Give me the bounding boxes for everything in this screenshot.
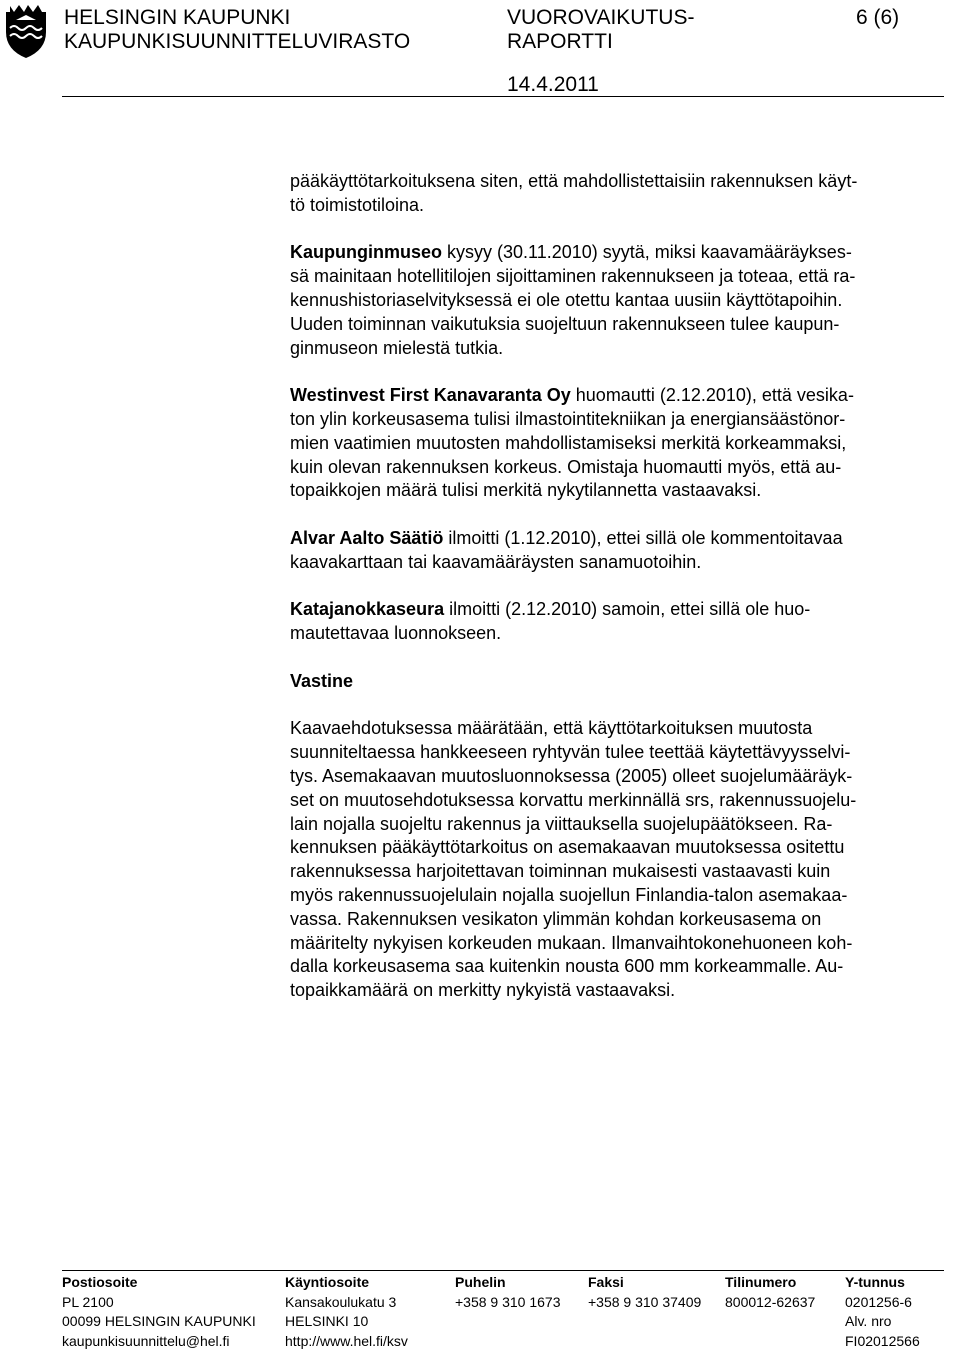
section-heading: Vastine <box>290 670 930 694</box>
page-number: 6 (6) <box>856 6 899 30</box>
helsinki-crest-logo <box>2 2 50 60</box>
header-organization <box>64 6 410 54</box>
footer-fax: Faksi +358 9 310 37409 <box>588 1273 701 1312</box>
commenter-name: Kaupunginmuseo <box>290 242 442 262</box>
header-divider <box>62 96 944 97</box>
footer-postal-address: Postiosoite PL 2100 00099 HELSINGIN KAUPUNKI kaupunkisuunnittelu@hel.fi <box>62 1273 256 1351</box>
doc-type-line2: RAPORTTI <box>507 30 694 54</box>
header-document-type <box>507 6 694 54</box>
footer-account-number: Tilinumero 800012-62637 <box>725 1273 815 1312</box>
paragraph-city-museum: Kaupunginmuseo kysyy (30.11.2010) syytä, miksi kaavamääräykses- sä mainitaan hotellitilojen sijoittaminen rakennukseen ja toteaa, että ra- kennushistoriaselvityksessä ei ole otettu kantaa uusiin käyttötapoihin. Uuden toiminnan vaikutuksia suojeltuun rakennukseen tulee kaupun- ginmuseon mielestä tutkia. <box>290 241 930 360</box>
footer-email: kaupunkisuunnittelu@hel.fi <box>62 1332 256 1351</box>
document-body <box>290 170 930 1003</box>
paragraph-westinvest: Westinvest First Kanavaranta Oy huomautti (2.12.2010), että vesika- ton ylin korkeusasema tulisi ilmastointitekniikan ja energiansäästönor- mien vaatimien muutosten mahdollistamiseksi merkitä korkeammaksi, kuin olevan rakennuksen korkeus. Omistaja huomautti myös, että au- topaikkojen määrä tulisi merkitä nykytilannetta vastaavaksi. <box>290 384 930 503</box>
commenter-name: Katajanokkaseura <box>290 599 444 619</box>
paragraph-alvar-aalto-foundation: Alvar Aalto Säätiö ilmoitti (1.12.2010), ettei sillä ole kommentoitavaa kaavakarttaan tai kaavamääräysten sanamuotoihin. <box>290 527 930 575</box>
footer-phone: Puhelin +358 9 310 1673 <box>455 1273 561 1312</box>
department-name: KAUPUNKISUUNNITTELUVIRASTO <box>64 30 410 54</box>
org-name: HELSINGIN KAUPUNKI <box>64 6 410 30</box>
footer-website: http://www.hel.fi/ksv <box>285 1332 408 1351</box>
commenter-name: Alvar Aalto Säätiö <box>290 528 443 548</box>
footer-business-id: Y-tunnus 0201256-6 Alv. nro FI02012566 <box>845 1273 920 1351</box>
paragraph-katajanokkaseura: Katajanokkaseura ilmoitti (2.12.2010) samoin, ettei sillä ole huo- mautettavaa luonnokseen. <box>290 598 930 646</box>
commenter-name: Westinvest First Kanavaranta Oy <box>290 385 571 405</box>
footer-visiting-address: Käyntiosoite Kansakoulukatu 3 HELSINKI 10 http://www.hel.fi/ksv <box>285 1273 408 1351</box>
paragraph-response: Kaavaehdotuksessa määrätään, että käyttötarkoituksen muutosta suunniteltaessa hankkeeseen ryhtyvän tulee teettää käytettävyysselvi- tys. Asemakaavan muutosluonnoksessa (2005) olleet suojelumääräyk- set on muutosehdotuksessa korvattu merkinnällä srs, rakennussuojelu- lain nojalla suojeltu rakennus ja viittauksella suojelupäätökseen. Ra- kennuksen pääkäyttötarkoitus on asemakaavan muutoksessa ositettu rakennuksessa harjoitettavan toiminnan mukaisesti vastaavasti kuin myös rakennussuojelulain nojalla suojellun Finlandia-talon asemakaa- vassa. Rakennuksen vesikaton ylimmän kohdan korkeusasema on määritelty nykyisen korkeuden mukaan. Ilmanvaihtokonehuoneen koh- dalla korkeusasema saa kuitenkin nousta 600 mm korkeammalle. Au- topaikkamäärä on merkitty nykyistä vastaavaksi. <box>290 717 930 1003</box>
footer-divider <box>62 1270 944 1271</box>
document-date: 14.4.2011 <box>507 73 599 97</box>
doc-type-line1: VUOROVAIKUTUS- <box>507 6 694 30</box>
paragraph-intended-use: pääkäyttötarkoituksena siten, että mahdollistettaisiin rakennuksen käyt- tö toimistotiloina. <box>290 170 930 218</box>
